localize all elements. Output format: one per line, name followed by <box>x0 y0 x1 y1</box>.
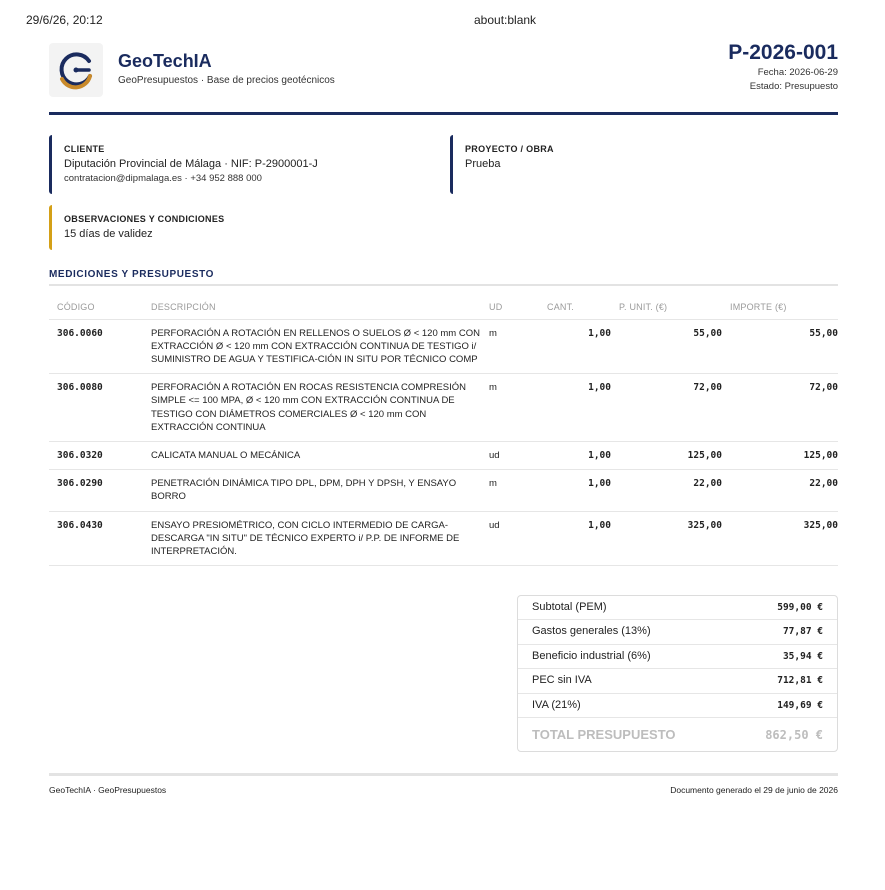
totals-row-industrial-profit <box>518 645 837 669</box>
row-description: PERFORACIÓN A ROTACIÓN EN ROCAS RESISTENCIA COMPRESIÓN SIMPLE <= 100 MPA, Ø < 120 mm CON EXTRACCIÓN CONTINUA DE TESTIGO CON DIÁMETROS COMERCIALES Ø < 120 mm CON EXTRACCIÓN CONTINUA <box>143 374 481 442</box>
row-description: PENETRACIÓN DINÁMICA TIPO DPL, DPM, DPH Y DPSH, Y ENSAYO BORRO <box>143 470 481 511</box>
document-meta <box>728 40 838 94</box>
row-unit: m <box>481 470 539 511</box>
totals-label: Beneficio industrial (6%) <box>532 649 651 662</box>
row-unit-price: 325,00 <box>611 511 722 566</box>
totals-row-pec <box>518 669 837 693</box>
totals-row-iva <box>518 694 837 718</box>
table-row <box>49 470 838 511</box>
header-unit-price: P. UNIT. (€) <box>619 301 668 312</box>
row-amount: 325,00 <box>722 511 838 566</box>
section-title: MEDICIONES Y PRESUPUESTO <box>49 269 214 280</box>
row-code: 306.0430 <box>49 511 143 566</box>
brand-name: GeoTechIA <box>118 51 212 71</box>
project-title: PROYECTO / OBRA <box>465 144 554 154</box>
header-code: CÓDIGO <box>57 301 95 312</box>
items-table <box>49 295 838 566</box>
grand-total-label: TOTAL PRESUPUESTO <box>532 726 676 742</box>
totals-row-subtotal <box>518 596 837 620</box>
row-code: 306.0320 <box>49 441 143 469</box>
row-unit-price: 72,00 <box>611 374 722 442</box>
row-quantity: 1,00 <box>539 374 611 442</box>
observations-card <box>49 205 449 250</box>
totals-value: 77,87 € <box>782 626 823 638</box>
print-header <box>0 13 885 27</box>
project-card <box>450 135 830 194</box>
row-description: ENSAYO PRESIOMÉTRICO, CON CICLO INTERMEDIO DE CARGA-DESCARGA "IN SITU" DE TÉCNICO EXPERTO i/ P.P. DE INFORME DE INTERPRETACIÓN. <box>143 511 481 566</box>
row-unit-price: 125,00 <box>611 441 722 469</box>
print-url: about:blank <box>474 13 537 27</box>
header-amount: IMPORTE (€) <box>730 301 787 312</box>
row-amount: 125,00 <box>722 441 838 469</box>
totals-box <box>517 595 838 752</box>
client-title: CLIENTE <box>64 144 105 154</box>
project-name: Prueba <box>465 158 501 170</box>
totals-value: 599,00 € <box>777 602 823 613</box>
header-description: DESCRIPCIÓN <box>151 301 216 312</box>
table-row <box>49 319 838 374</box>
row-description: PERFORACIÓN A ROTACIÓN EN RELLENOS O SUELOS Ø < 120 mm CON EXTRACCIÓN Ø < 120 mm CON EXTRACCIÓN CONTINUA DE TESTIGO i/ SUMINISTRO DE AGUA Y TESTIFICA-CIÓN IN SITU POR TÉCNICO COMP <box>143 319 481 374</box>
row-code: 306.0080 <box>49 374 143 442</box>
totals-label: Subtotal (PEM) <box>532 601 607 613</box>
geotechia-logo-icon <box>49 43 103 97</box>
row-quantity: 1,00 <box>539 319 611 374</box>
row-amount: 72,00 <box>722 374 838 442</box>
observations-title: OBSERVACIONES Y CONDICIONES <box>64 214 225 224</box>
client-contact: contratacion@dipmalaga.es · +34 952 888 000 <box>64 173 262 184</box>
footer-left: GeoTechIA · GeoPresupuestos <box>49 785 167 795</box>
totals-label: Gastos generales (13%) <box>532 625 651 638</box>
row-unit: ud <box>481 511 539 566</box>
totals-value: 35,94 € <box>782 650 823 662</box>
document-number: P-2026-001 <box>728 41 838 64</box>
document-status: Estado: Presupuesto <box>749 81 838 92</box>
document-date: Fecha: 2026-06-29 <box>757 67 838 78</box>
row-unit: ud <box>481 441 539 469</box>
print-date: 29/6/26, 20:12 <box>26 13 103 27</box>
footer-right: Documento generado el 29 de junio de 2026 <box>670 785 838 795</box>
totals-row-general-expenses <box>518 620 837 644</box>
row-unit: m <box>481 319 539 374</box>
totals-value: 712,81 € <box>777 675 823 687</box>
row-code: 306.0290 <box>49 470 143 511</box>
row-code: 306.0060 <box>49 319 143 374</box>
observations-text: 15 días de validez <box>64 228 153 240</box>
section-divider <box>49 284 838 286</box>
totals-label: PEC sin IVA <box>532 674 592 687</box>
footer-divider <box>49 773 838 776</box>
row-quantity: 1,00 <box>539 470 611 511</box>
client-name: Diputación Provincial de Málaga · NIF: P-2900001-J <box>64 158 318 170</box>
totals-label: IVA (21%) <box>532 698 581 711</box>
row-unit: m <box>481 374 539 442</box>
row-unit-price: 22,00 <box>611 470 722 511</box>
header-unit: UD <box>489 301 503 312</box>
row-unit-price: 55,00 <box>611 319 722 374</box>
table-row <box>49 441 838 469</box>
row-description: CALICATA MANUAL O MECÁNICA <box>143 441 481 469</box>
header-divider <box>49 112 838 115</box>
brand-block <box>49 43 449 97</box>
totals-value: 149,69 € <box>777 699 823 711</box>
row-quantity: 1,00 <box>539 441 611 469</box>
row-amount: 55,00 <box>722 319 838 374</box>
grand-total-value: 862,50 € <box>765 727 823 742</box>
client-card <box>49 135 429 194</box>
table-row <box>49 374 838 442</box>
row-amount: 22,00 <box>722 470 838 511</box>
table-row <box>49 511 838 566</box>
brand-subtitle: GeoPresupuestos · Base de precios geotécnicos <box>118 75 335 86</box>
table-header-row <box>49 295 838 319</box>
totals-row-grand-total <box>518 718 837 752</box>
header-quantity: CANT. <box>547 301 575 312</box>
row-quantity: 1,00 <box>539 511 611 566</box>
